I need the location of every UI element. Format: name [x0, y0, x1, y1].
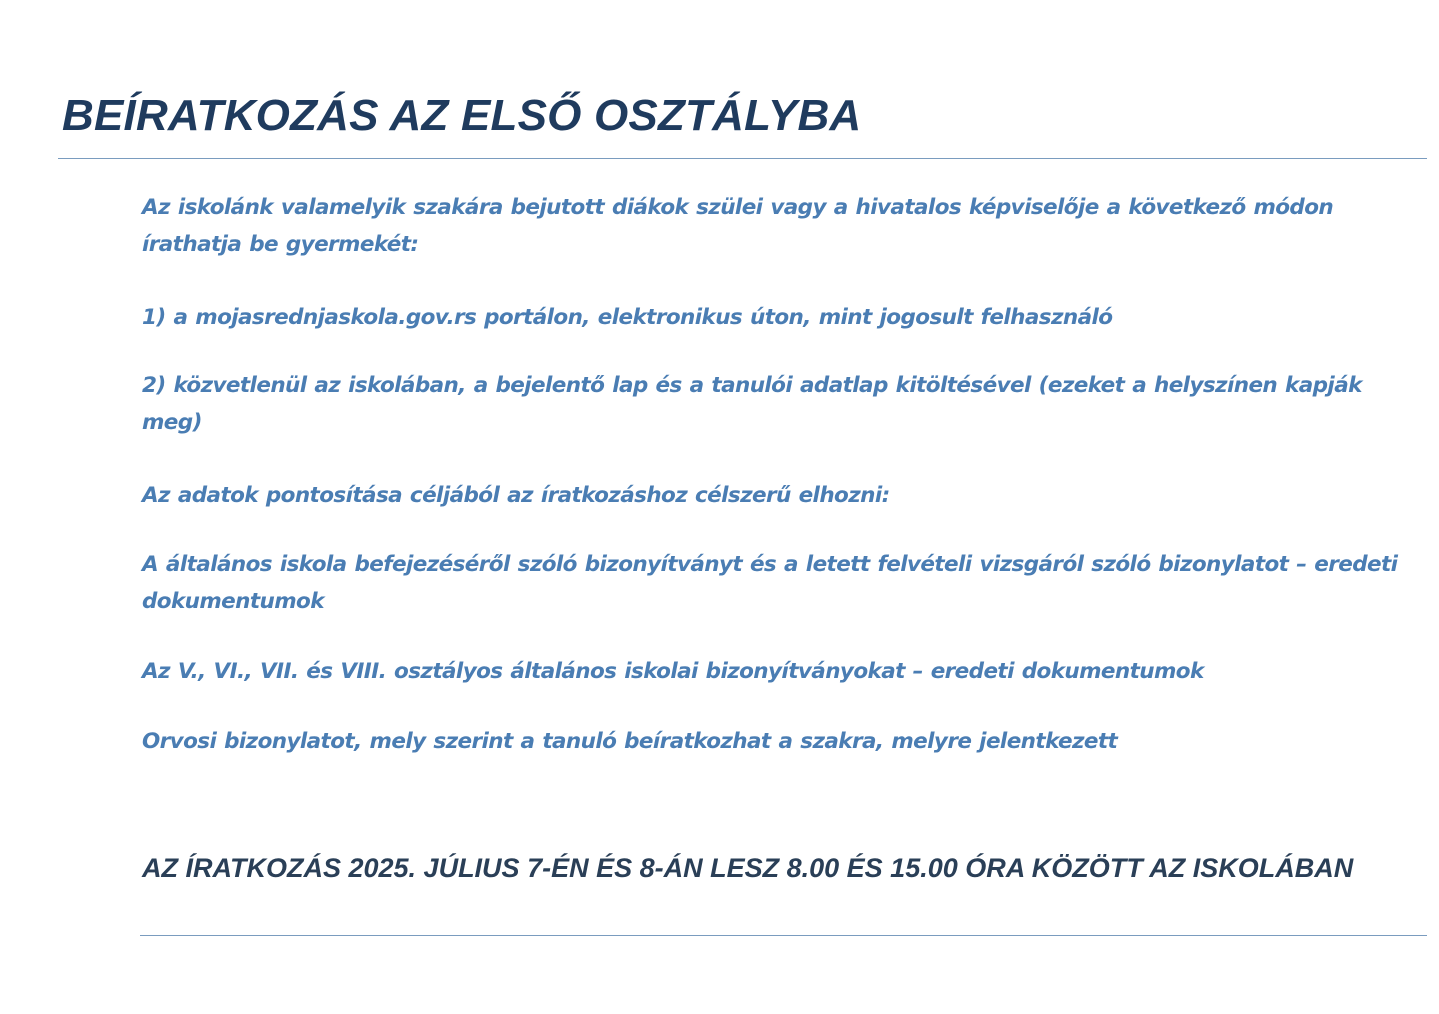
intro-paragraph: Az iskolánk valamelyik szakára bejutott diákok szülei vagy a hivatalos képviselője a következő módon írathatja be gyermekét:	[142, 195, 1334, 257]
document-item-certificate: A általános iskola befejezéséről szóló bizonyítványt és a letett felvételi vizsgáról szóló bizonylatot – eredeti dokumentumok	[142, 552, 1398, 614]
document-item-school-reports: Az V., VI., VII. és VIII. osztályos általános iskolai bizonyítványokat – eredeti dokumentumok	[142, 659, 1204, 684]
footer-divider	[140, 935, 1427, 936]
page-title: BEÍRATKOZÁS AZ ELSŐ OSZTÁLYBA	[62, 91, 862, 140]
option-in-person-paragraph: 2) közvetlenül az iskolában, a bejelentő lap és a tanulói adatlap kitöltésével (ezeket a helyszínen kapják meg)	[142, 373, 1362, 435]
documents-intro-paragraph: Az adatok pontosítása céljából az íratkozáshoz célszerű elhozni:	[142, 483, 890, 508]
enrollment-date-note: AZ ÍRATKOZÁS 2025. JÚLIUS 7-ÉN ÉS 8-ÁN LESZ 8.00 ÉS 15.00 ÓRA KÖZÖTT AZ ISKOLÁBAN	[142, 853, 1354, 883]
title-divider	[58, 158, 1427, 159]
option-online-paragraph: 1) a mojasrednjaskola.gov.rs portálon, elektronikus úton, mint jogosult felhasználó	[142, 305, 1113, 330]
document-item-medical: Orvosi bizonylatot, mely szerint a tanuló beíratkozhat a szakra, melyre jelentkezett	[142, 729, 1118, 754]
